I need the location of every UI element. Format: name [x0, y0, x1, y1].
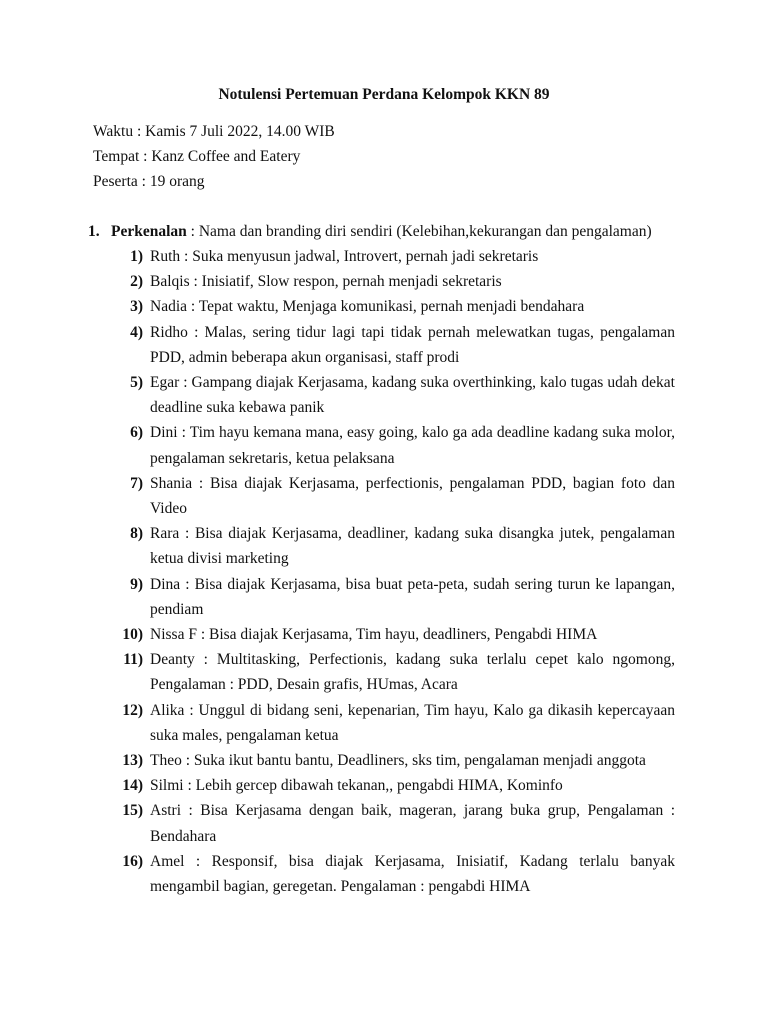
list-item-text: Dina : Bisa diajak Kerjasama, bisa buat peta-peta, sudah sering turun ke lapangan, pendiam	[150, 575, 675, 618]
list-item-text: Shania : Bisa diajak Kerjasama, perfectionis, pengalaman PDD, bagian foto dan Video	[150, 474, 675, 518]
list-item	[116, 698, 675, 748]
meeting-info	[93, 119, 675, 194]
list-item-text: Nadia : Tepat waktu, Menjaga komunikasi, pernah menjadi bendahara	[150, 298, 585, 316]
list-item	[116, 572, 675, 622]
list-item-number: 4)	[130, 323, 143, 341]
list-item-number: 3)	[130, 298, 143, 316]
list-item-number: 10)	[122, 626, 143, 644]
meeting-participants: Peserta : 19 orang	[93, 173, 205, 190]
list-item-text: Egar : Gampang diajak Kerjasama, kadang suka overthinking, kalo tugas udah dekat deadline suka kebawa panik	[150, 374, 675, 417]
list-item-number: 2)	[130, 273, 143, 291]
section-number: 1.	[88, 223, 100, 240]
list-item-number: 5)	[130, 374, 143, 392]
list-item-text: Deanty : Multitasking, Perfectionis, kadang suka terlalu cepet kalo ngomong, Pengalaman : PDD, Desain grafis, HUmas, Acara	[150, 651, 675, 694]
list-item	[116, 521, 675, 571]
list-item	[116, 244, 675, 269]
list-item-text: Nissa F : Bisa diajak Kerjasama, Tim hayu, deadliners, Pengabdi HIMA	[150, 626, 598, 644]
list-item	[116, 269, 675, 294]
section-heading: Perkenalan	[111, 223, 187, 240]
list-item-text: Ruth : Suka menyusun jadwal, Introvert, pernah jadi sekretaris	[150, 248, 539, 265]
list-item-number: 9)	[130, 575, 143, 593]
list-item-number: 13)	[122, 752, 143, 770]
list-item	[116, 294, 675, 319]
list-item	[116, 748, 675, 773]
list-item	[116, 773, 675, 798]
list-item-number: 15)	[122, 802, 143, 820]
list-item-number: 1)	[130, 248, 143, 265]
list-item-text: Alika : Unggul di bidang seni, kepenarian, Tim hayu, Kalo ga dikasih kepercayaan suka males, pengalaman ketua	[150, 701, 675, 744]
list-item	[116, 622, 675, 647]
section-line	[111, 219, 652, 244]
list-item-number: 14)	[122, 777, 143, 795]
list-item-number: 7)	[130, 474, 143, 492]
section-introduction	[88, 219, 675, 244]
list-item-text: Ridho : Malas, sering tidur lagi tapi tidak pernah melewatkan tugas, pengalaman PDD, admin beberapa akun organisasi, staff prodi	[150, 323, 675, 366]
list-item	[116, 370, 675, 420]
list-item-text: Rara : Bisa diajak Kerjasama, deadliner, kadang suka disangka jutek, pengalaman ketua divisi marketing	[150, 525, 675, 568]
list-item	[116, 420, 675, 470]
introduction-list	[116, 244, 675, 899]
list-item-text: Dini : Tim hayu kemana mana, easy going, kalo ga ada deadline kadang suka molor, pengalaman sekretaris, ketua pelaksana	[150, 424, 675, 467]
list-item-text: Silmi : Lebih gercep dibawah tekanan,, pengabdi HIMA, Kominfo	[150, 777, 563, 795]
list-item-number: 16)	[122, 852, 143, 870]
list-item-number: 6)	[130, 424, 143, 442]
list-item-text: Theo : Suka ikut bantu bantu, Deadliners, sks tim, pengalaman menjadi anggota	[150, 752, 646, 770]
list-item-text: Balqis : Inisiatif, Slow respon, pernah menjadi sekretaris	[150, 273, 502, 291]
list-item-text: Amel : Responsif, bisa diajak Kerjasama, Inisiatif, Kadang terlalu banyak mengambil bagian, geregetan. Pengalaman : pengabdi HIMA	[150, 852, 675, 896]
meeting-place: Tempat : Kanz Coffee and Eatery	[93, 148, 301, 165]
list-item	[116, 849, 675, 899]
meeting-time: Waktu : Kamis 7 Juli 2022, 14.00 WIB	[93, 123, 335, 140]
list-item	[116, 798, 675, 848]
list-item	[116, 320, 675, 370]
list-item-number: 11)	[123, 651, 143, 669]
list-item-number: 8)	[130, 525, 143, 543]
list-item	[116, 647, 675, 697]
list-item	[116, 471, 675, 521]
list-item-text: Astri : Bisa Kerjasama dengan baik, mageran, jarang buka grup, Pengalaman : Bendahara	[150, 802, 675, 845]
document-title: Notulensi Pertemuan Perdana Kelompok KKN 89	[218, 86, 550, 103]
list-item-number: 12)	[122, 701, 143, 719]
section-description: : Nama dan branding diri sendiri (Kelebihan,kekurangan dan pengalaman)	[186, 223, 652, 240]
